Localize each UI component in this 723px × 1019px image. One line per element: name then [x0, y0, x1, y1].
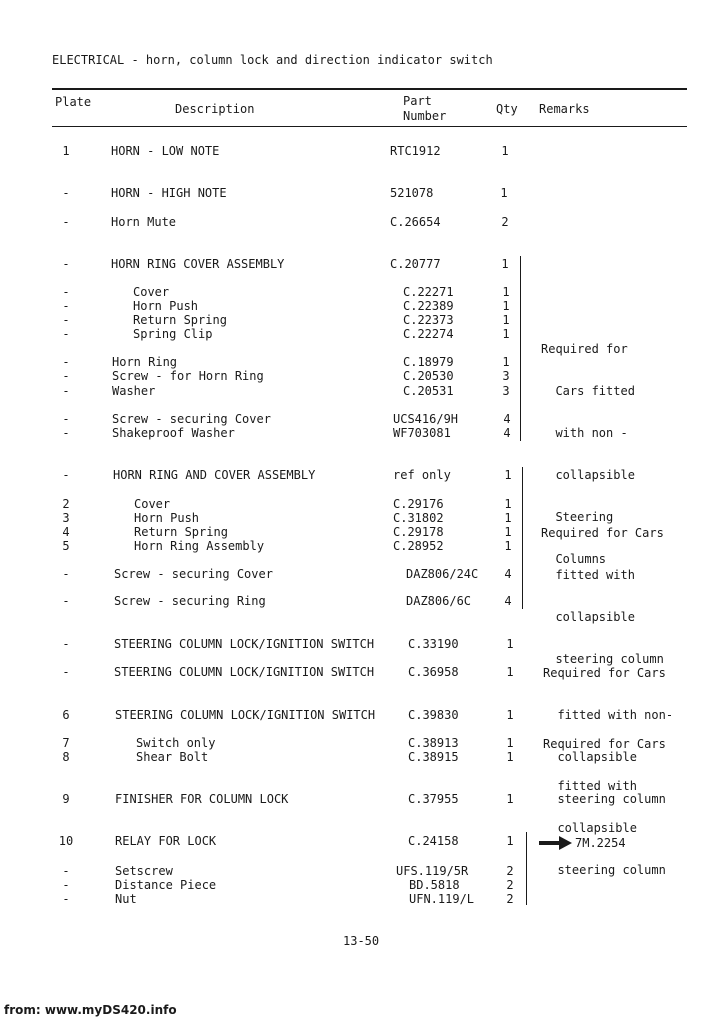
part-number-cell: C.24158 [408, 834, 459, 848]
description-cell: STEERING COLUMN LOCK/IGNITION SWITCH [115, 708, 376, 722]
part-number-cell: ref only [393, 468, 451, 482]
page-number: 13-50 [343, 934, 380, 948]
part-number-cell: C.28952 [393, 539, 444, 553]
remark-line: Required for Cars [541, 526, 664, 540]
qty-cell: 1 [502, 285, 510, 299]
plate-cell: 6 [62, 708, 70, 722]
part-number-cell: 521078 [390, 186, 434, 200]
part-number-cell: C.31802 [393, 511, 444, 525]
description-cell: Cover [133, 285, 170, 299]
plate-cell: - [62, 468, 70, 482]
description-cell: Horn Push [133, 299, 199, 313]
bracket-line [520, 256, 521, 441]
description-cell: HORN RING AND COVER ASSEMBLY [113, 468, 316, 482]
plate-cell: 3 [62, 511, 70, 525]
header-plate: Plate [55, 95, 92, 109]
qty-cell: 1 [506, 792, 514, 806]
plate-cell: - [62, 637, 70, 651]
part-number-cell: UFN.119/L [409, 892, 475, 906]
plate-cell: - [62, 313, 70, 327]
plate-cell: - [62, 878, 70, 892]
part-number-cell: C.18979 [403, 355, 454, 369]
part-number-cell: C.38915 [408, 750, 459, 764]
plate-cell: - [62, 299, 70, 313]
plate-cell: - [62, 257, 70, 271]
part-number-cell: C.22373 [403, 313, 454, 327]
description-cell: Screw - securing Cover [114, 567, 273, 581]
description-cell: Shakeproof Washer [112, 426, 235, 440]
remark-reference: 7M.2254 [575, 836, 626, 850]
part-number-cell: BD.5818 [409, 878, 460, 892]
remark-line: collapsible [543, 750, 637, 764]
description-cell: Shear Bolt [136, 750, 209, 764]
qty-cell: 2 [501, 215, 509, 229]
qty-cell: 1 [500, 186, 508, 200]
bracket-line [522, 467, 523, 609]
qty-cell: 1 [502, 327, 510, 341]
part-number-cell: C.29176 [393, 497, 444, 511]
qty-cell: 1 [506, 834, 514, 848]
plate-cell: 5 [62, 539, 70, 553]
description-cell: Screw - securing Cover [112, 412, 271, 426]
qty-cell: 1 [504, 497, 512, 511]
part-number-cell: DAZ806/6C [406, 594, 472, 608]
description-cell: FINISHER FOR COLUMN LOCK [115, 792, 289, 806]
qty-cell: 1 [502, 313, 510, 327]
part-number-cell: C.33190 [408, 637, 459, 651]
qty-cell: 4 [504, 594, 512, 608]
description-cell: Setscrew [115, 864, 173, 878]
qty-cell: 1 [504, 525, 512, 539]
part-number-cell: DAZ806/24C [406, 567, 479, 581]
remark-line: Steering [541, 510, 614, 524]
part-number-cell: WF703081 [393, 426, 451, 440]
description-cell: HORN - HIGH NOTE [111, 186, 227, 200]
plate-cell: 8 [62, 750, 70, 764]
qty-cell: 4 [503, 426, 511, 440]
plate-cell: - [62, 864, 70, 878]
plate-cell: - [62, 186, 70, 200]
part-number-cell: RTC1912 [390, 144, 441, 158]
qty-cell: 1 [506, 750, 514, 764]
description-cell: Horn Mute [111, 215, 177, 229]
plate-cell: - [62, 412, 70, 426]
part-number-cell: C.20530 [403, 369, 454, 383]
part-number-cell: C.20531 [403, 384, 454, 398]
description-cell: STEERING COLUMN LOCK/IGNITION SWITCH [114, 637, 375, 651]
plate-cell: 2 [62, 497, 70, 511]
plate-cell: - [62, 426, 70, 440]
header-remarks: Remarks [539, 102, 590, 116]
description-cell: HORN - LOW NOTE [111, 144, 220, 158]
bracket-line [526, 832, 527, 905]
plate-cell: - [62, 384, 70, 398]
remark-line: collapsible [541, 468, 635, 482]
plate-cell: 9 [62, 792, 70, 806]
qty-cell: 3 [502, 384, 510, 398]
qty-cell: 4 [503, 412, 511, 426]
description-cell: Cover [134, 497, 171, 511]
description-cell: Washer [112, 384, 156, 398]
plate-cell: - [62, 665, 70, 679]
description-cell: Spring Clip [133, 327, 213, 341]
description-cell: Horn Ring Assembly [134, 539, 265, 553]
remark-line: steering column [543, 792, 666, 806]
description-cell: Screw - for Horn Ring [112, 369, 264, 383]
qty-cell: 1 [504, 539, 512, 553]
remark-line: steering column [541, 652, 664, 666]
plate-cell: 10 [58, 834, 74, 848]
part-number-cell: C.20777 [390, 257, 441, 271]
source-footer: from: www.myDS420.info [4, 1003, 177, 1017]
header-description: Description [175, 102, 255, 116]
qty-cell: 1 [501, 144, 509, 158]
description-cell: Distance Piece [115, 878, 217, 892]
description-cell: Return Spring [133, 313, 227, 327]
part-number-cell: UCS416/9H [393, 412, 459, 426]
qty-cell: 1 [506, 665, 514, 679]
description-cell: Screw - securing Ring [114, 594, 266, 608]
part-number-cell: C.22271 [403, 285, 454, 299]
remark-line: fitted with [541, 568, 635, 582]
description-cell: STEERING COLUMN LOCK/IGNITION SWITCH [114, 665, 375, 679]
remark-line: Required for [541, 342, 628, 356]
qty-cell: 2 [506, 864, 514, 878]
plate-cell: - [62, 567, 70, 581]
plate-cell: - [62, 355, 70, 369]
description-cell: HORN RING COVER ASSEMBLY [111, 257, 285, 271]
remark-line: fitted with [543, 779, 637, 793]
qty-cell: 4 [504, 567, 512, 581]
plate-cell: - [62, 369, 70, 383]
remark-line: collapsible [541, 610, 635, 624]
remark-line: Required for Cars [543, 666, 666, 680]
header-part-line2: Number [403, 109, 447, 123]
part-number-cell: C.22274 [403, 327, 454, 341]
part-number-cell: C.39830 [408, 708, 459, 722]
plate-cell: - [62, 327, 70, 341]
part-number-cell: C.22389 [403, 299, 454, 313]
page-title: ELECTRICAL - horn, column lock and direction indicator switch [52, 53, 493, 67]
qty-cell: 1 [506, 708, 514, 722]
plate-cell: 4 [62, 525, 70, 539]
qty-cell: 1 [504, 511, 512, 525]
description-cell: Return Spring [134, 525, 228, 539]
qty-cell: 2 [506, 878, 514, 892]
arrow-right-icon [539, 836, 573, 853]
description-cell: Nut [115, 892, 137, 906]
plate-cell: - [62, 892, 70, 906]
qty-cell: 1 [502, 299, 510, 313]
description-cell: Switch only [136, 736, 216, 750]
remarks-collapsible-lock [543, 709, 666, 891]
remark-line: steering column [543, 863, 666, 877]
description-cell: Horn Push [134, 511, 200, 525]
qty-cell: 1 [502, 355, 510, 369]
header-part-line1: Part [403, 94, 432, 108]
plate-cell: 1 [62, 144, 70, 158]
remark-line: fitted with non- [543, 708, 674, 722]
qty-cell: 1 [506, 736, 514, 750]
header-top-rule [52, 88, 687, 90]
part-number-cell: C.36958 [408, 665, 459, 679]
part-number-cell: C.26654 [390, 215, 441, 229]
qty-cell: 3 [502, 369, 510, 383]
part-number-cell: C.37955 [408, 792, 459, 806]
qty-cell: 1 [506, 637, 514, 651]
remark-line: with non - [541, 426, 628, 440]
remark-line: collapsible [543, 821, 637, 835]
description-cell: Horn Ring [112, 355, 178, 369]
plate-cell: 7 [62, 736, 70, 750]
part-number-cell: C.29178 [393, 525, 444, 539]
part-number-cell: C.38913 [408, 736, 459, 750]
qty-cell: 1 [504, 468, 512, 482]
remark-line: Required for Cars [543, 737, 666, 751]
qty-cell: 1 [501, 257, 509, 271]
part-number-cell: UFS.119/5R [396, 864, 469, 878]
description-cell: RELAY FOR LOCK [115, 834, 217, 848]
plate-cell: - [62, 594, 70, 608]
remark-line: Columns [541, 552, 607, 566]
header-bottom-rule [52, 126, 687, 127]
header-qty: Qty [496, 102, 518, 116]
plate-cell: - [62, 285, 70, 299]
plate-cell: - [62, 215, 70, 229]
qty-cell: 2 [506, 892, 514, 906]
remark-line: Cars fitted [541, 384, 635, 398]
